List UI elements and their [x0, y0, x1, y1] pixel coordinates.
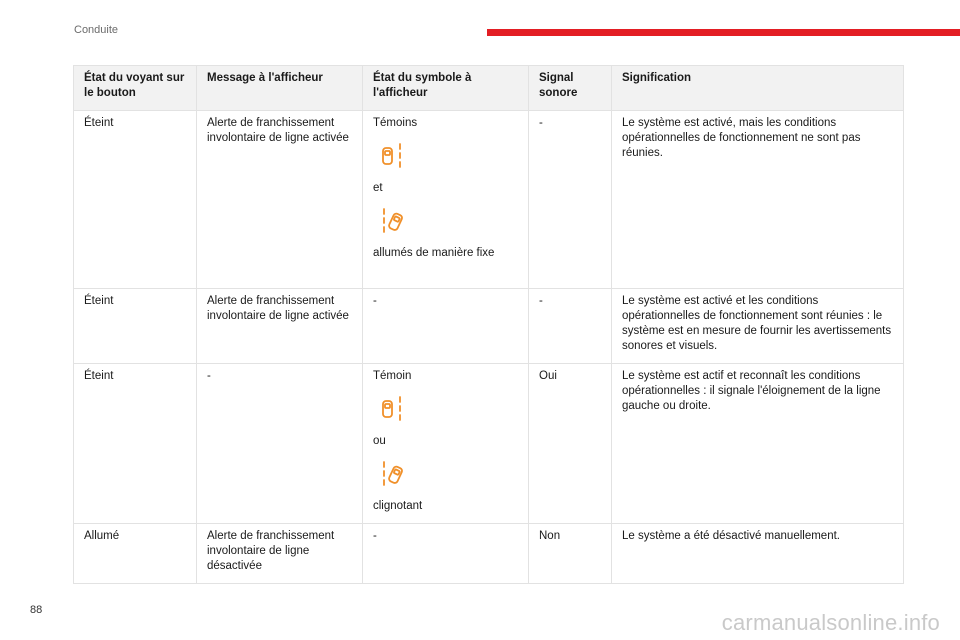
cell-signification: Le système est activé et les conditions opérationnelles de fonctionnement sont réunies : le système est en mesure de fournir les avertissements sonores et visuels. — [612, 289, 904, 364]
cell-signal: - — [529, 111, 612, 289]
symbol-text-connector: ou — [373, 435, 386, 447]
cell-voyant: Éteint — [74, 364, 197, 524]
header-accent-bar — [487, 29, 960, 36]
table-header-row — [74, 66, 904, 111]
col-header-voyant: État du voyant sur le bouton — [74, 66, 197, 111]
cell-symbole — [363, 364, 529, 524]
col-header-signification: Signification — [612, 66, 904, 111]
col-header-symbole: État du symbole à l'afficheur — [363, 66, 529, 111]
symbol-text-connector: et — [373, 182, 383, 194]
lane-departure-left-icon — [379, 141, 405, 171]
cell-message: Alerte de franchissement involontaire de ligne désactivée — [197, 524, 363, 584]
cell-signification: Le système est activé, mais les conditions opérationnelles de fonctionnement ne sont pas réunies. — [612, 111, 904, 289]
cell-signal: - — [529, 289, 612, 364]
page-number: 88 — [30, 604, 43, 616]
lane-departure-left-icon — [379, 394, 405, 424]
cell-voyant: Éteint — [74, 111, 197, 289]
table-row — [74, 364, 904, 524]
col-header-message: Message à l'afficheur — [197, 66, 363, 111]
lane-departure-status-table — [73, 65, 904, 584]
cell-symbole: - — [363, 289, 529, 364]
cell-message: Alerte de franchissement involontaire de ligne activée — [197, 111, 363, 289]
col-header-signal: Signal sonore — [529, 66, 612, 111]
lane-departure-right-icon — [379, 459, 405, 489]
cell-signal: Oui — [529, 364, 612, 524]
table-row — [74, 524, 904, 584]
cell-message: Alerte de franchissement involontaire de ligne activée — [197, 289, 363, 364]
cell-voyant: Éteint — [74, 289, 197, 364]
symbol-text-after: allumés de manière fixe — [373, 247, 495, 259]
section-title: Conduite — [74, 24, 119, 36]
table-row — [74, 289, 904, 364]
watermark: carmanualsonline.info — [721, 610, 940, 635]
lane-departure-right-icon — [379, 206, 405, 236]
cell-signal: Non — [529, 524, 612, 584]
cell-signification: Le système est actif et reconnaît les conditions opérationnelles : il signale l'éloignement de la ligne gauche ou droite. — [612, 364, 904, 524]
cell-voyant: Allumé — [74, 524, 197, 584]
symbol-text-after: clignotant — [373, 500, 423, 512]
symbol-text-before: Témoin — [373, 370, 412, 382]
cell-message: - — [197, 364, 363, 524]
symbol-text-before: Témoins — [373, 117, 418, 129]
cell-signification: Le système a été désactivé manuellement. — [612, 524, 904, 584]
cell-symbole — [363, 111, 529, 289]
cell-symbole: - — [363, 524, 529, 584]
table-row — [74, 111, 904, 289]
